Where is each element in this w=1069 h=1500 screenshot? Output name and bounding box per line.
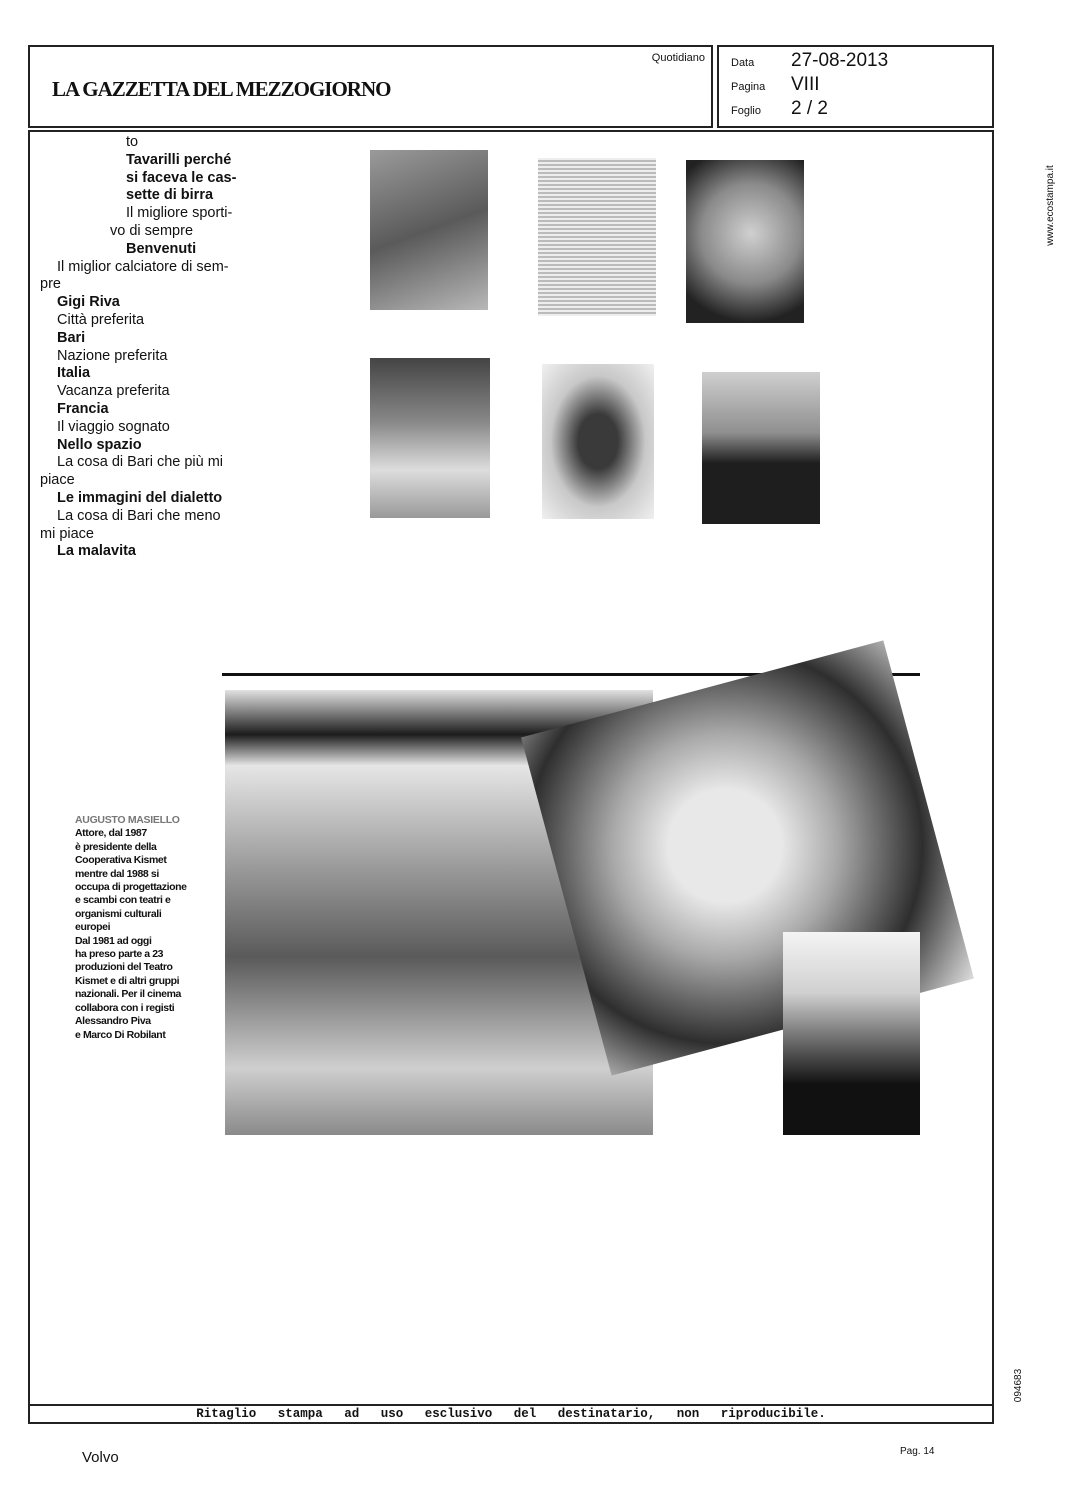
meta-label: Foglio <box>731 105 761 117</box>
meta-sheet <box>731 98 828 120</box>
caption-line: e scambi con teatri e <box>75 894 171 907</box>
answer-line: si faceva le cas- <box>126 169 237 186</box>
caption-line: organismi culturali <box>75 907 162 920</box>
side-website: www.ecostampa.it <box>1044 165 1056 246</box>
caption-name: AUGUSTO MASIELLO <box>75 814 180 826</box>
caption-lines <box>75 827 215 1042</box>
header-masthead-box <box>28 45 713 128</box>
caption-line: europei <box>75 921 111 934</box>
caption-line: Dal 1981 ad oggi <box>75 934 152 947</box>
caption-line: Cooperativa Kismet <box>75 854 167 867</box>
disclaimer-text: Ritaglio stampa ad uso esclusivo del destinatario, non riproducibile. <box>196 1407 826 1421</box>
meta-value: 2 / 2 <box>791 98 828 119</box>
caption-line: Kismet e di altri gruppi <box>75 974 180 987</box>
photo-woman-portrait <box>686 160 804 323</box>
caption-line: produzioni del Teatro <box>75 961 173 974</box>
photo-painted-figure <box>370 150 488 310</box>
question-line: Città preferita <box>57 311 145 328</box>
question-line: La cosa di Bari che meno <box>57 507 221 524</box>
meta-date <box>731 50 888 72</box>
article-top-lines <box>40 134 265 259</box>
photo-bearded-man-veil <box>542 364 654 519</box>
answer-line: La malavita <box>57 543 136 560</box>
question-line: vo di sempre <box>110 222 194 239</box>
publication-type: Quotidiano <box>651 52 705 64</box>
meta-label: Pagina <box>731 81 766 93</box>
photo-football-player <box>702 372 820 524</box>
page-number: Pag. 14 <box>900 1446 935 1457</box>
caption-line: nazionali. Per il cinema <box>75 988 181 1001</box>
answer-line: Le immagini del dialetto <box>57 489 223 506</box>
newspaper-masthead: LA GAZZETTA DEL MEZZOGIORNO <box>52 77 391 101</box>
caption-line: mentre dal 1988 si <box>75 867 159 880</box>
caption-line: collabora con i registi <box>75 1001 175 1014</box>
caption-line: occupa di progettazione <box>75 881 187 894</box>
question-line: to <box>126 134 139 150</box>
question-line: Nazione preferita <box>57 347 168 364</box>
question-line: La cosa di Bari che più mi <box>57 454 224 471</box>
interview-text <box>40 134 265 561</box>
photo-emperor-bust <box>538 158 656 316</box>
answer-line: Francia <box>57 400 109 417</box>
question-line: Vacanza preferita <box>57 383 170 400</box>
question-line: mi piace <box>40 525 94 542</box>
side-code: 094683 <box>1013 1368 1025 1403</box>
question-line: Il viaggio sognato <box>57 418 170 435</box>
answer-line: Benvenuti <box>126 240 197 257</box>
client-name: Volvo <box>82 1449 119 1466</box>
meta-value: 27-08-2013 <box>791 50 889 71</box>
caption-line: è presidente della <box>75 840 157 853</box>
photo-chess-pieces <box>370 358 490 518</box>
caption-line: ha preso parte a 23 <box>75 948 164 961</box>
question-line: pre <box>40 276 61 293</box>
meta-page <box>731 74 820 96</box>
header-meta-box <box>717 45 994 128</box>
article-lines <box>40 259 265 562</box>
question-line: piace <box>40 472 75 489</box>
answer-line: Gigi Riva <box>57 294 120 311</box>
answer-line: Tavarilli perché <box>126 151 232 168</box>
photo-caption <box>75 814 215 1042</box>
answer-line: Bari <box>57 329 86 346</box>
answer-line: Italia <box>57 365 91 382</box>
photo-man-beard <box>783 932 920 1135</box>
meta-value: VIII <box>791 74 820 95</box>
caption-line: Alessandro Piva <box>75 1015 151 1028</box>
answer-line: sette di birra <box>126 187 214 204</box>
question-line: Il migliore sporti- <box>126 205 233 222</box>
caption-line: Attore, dal 1987 <box>75 827 147 840</box>
answer-line: Nello spazio <box>57 436 142 453</box>
caption-line: e Marco Di Robilant <box>75 1028 166 1041</box>
footer-divider <box>28 1404 994 1406</box>
question-line: Il miglior calciatore di sem- <box>57 258 229 275</box>
meta-label: Data <box>731 57 755 69</box>
